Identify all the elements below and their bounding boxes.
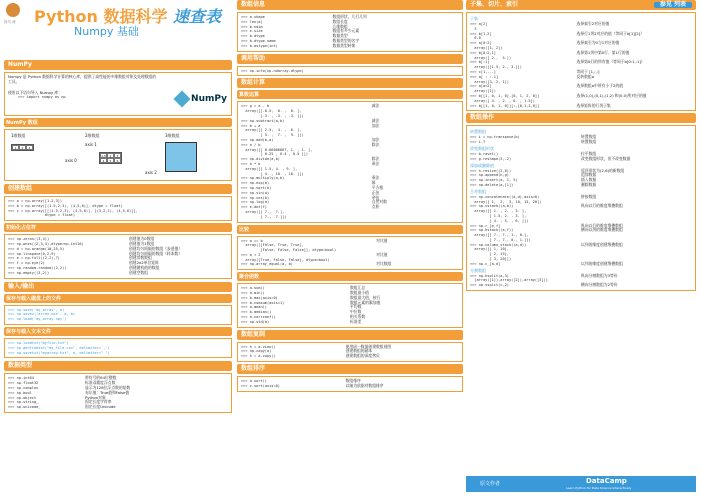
code-description: 追加数据: [581, 172, 597, 178]
code-snippet: >>> np.r_[e,f]: [470, 223, 501, 228]
code-description: 返回形状为(2,6)的新数组: [581, 167, 625, 173]
list-item: [470, 204, 692, 223]
code-snippet: >>> b[0:2,1] array([ 2., 5.]): [470, 50, 512, 60]
code-snippet: >>> np.vstack((a,b)) array([[ 1. , 2. , 3. ], [ 1.5, 2. , 3. ], [ 4. , 5. , 6. ]]): [470, 204, 529, 223]
code-description: 对比值: [376, 237, 388, 243]
index-header: [466, 0, 696, 10]
list-item: [241, 143, 459, 157]
array-1d: 1 2 3: [11, 144, 34, 151]
list-item: [8, 405, 228, 410]
code-snippet: >>> a[a<2] array([1]): [470, 84, 496, 94]
code-snippet: >>> np.complex: [8, 385, 39, 390]
code-description: 减法: [371, 103, 380, 109]
copy-header: 数组复制: [237, 330, 463, 340]
code-snippet: >>> a.shape: [241, 15, 265, 19]
code-description: 创建数组的副本: [345, 348, 373, 354]
code-description: 创建随机值的数组: [129, 264, 160, 270]
code-description: 选择行1列2对应的值（等同于b[1][2]）: [576, 30, 644, 36]
code-snippet: >>> g.reshape(3,-2): [470, 156, 512, 161]
init-header: 初始化占位符: [4, 223, 232, 232]
code-snippet: >>> e = np.full((2,2),7): [8, 256, 60, 261]
code-description: 创建均匀间隔的数组（步进值）: [129, 245, 183, 251]
code-description: 数组形状，几行几列: [332, 14, 367, 19]
code-snippet: >>> np.sqrt(b): [241, 185, 272, 190]
code-snippet: >>> np.divide(a,b): [241, 157, 280, 162]
code-snippet: >>> np.insert(a, 1, 5): [470, 178, 518, 183]
code-snippet: >>> b[[1, 0, 1, 0]][:,[0,1,2,0]]: [470, 103, 540, 108]
shape-label: 改变数组形状: [470, 145, 494, 151]
see-list-link[interactable]: 参见 列表: [654, 2, 692, 8]
code-description: 拉平数组: [581, 150, 597, 156]
column-middle: [237, 0, 463, 394]
subset-label: 子集: [470, 16, 478, 21]
code-snippet: >>> np.delete(a,[1]): [470, 182, 514, 187]
code-description: 删除数据: [581, 181, 597, 187]
io-disk-header: 保存与载入磁盘上的文件: [4, 294, 232, 303]
code-description: 标准差: [350, 318, 362, 324]
code-description: 数据类型的名字: [332, 37, 360, 43]
arrays-diagram: [4, 129, 232, 181]
code-snippet: >>> b[[1, 0, 1, 0],[0, 1, 2, 0]] array([ 4. , 2. , 6. , 1.5]): [470, 93, 540, 103]
code-snippet: >>> b + a array([[ 2.5, 4. , 6. ], [ 5. , 7. , 9. ]]): [241, 123, 304, 138]
code-snippet: >>> np.exp(b): [241, 181, 270, 186]
list-item: [470, 283, 692, 288]
code-description: 几维数组: [332, 23, 348, 29]
create-header: 创建数组: [4, 184, 232, 194]
help-code: >>> np.info(np.ndarray.dtype): [237, 66, 463, 77]
code-snippet: >>> np.copy(a): [241, 349, 272, 354]
list-item: [470, 140, 692, 145]
code-snippet: >>> np.linspace(0,2,9): [8, 251, 56, 256]
code-snippet: >>> a < 2 array([True, False, False], dtype=bool): [241, 252, 330, 262]
code-snippet: >>> a[2] 3: [470, 22, 488, 31]
io-text-header: 保存与载入文本文件: [4, 327, 232, 336]
code-description: 拼接数组: [581, 193, 597, 199]
code-snippet: >>> len(a): [241, 19, 263, 24]
code-description: 使用同一数据创建数组视图: [345, 343, 392, 349]
avatar: [6, 3, 20, 17]
page-title-highlight: 速查表: [173, 7, 222, 26]
code-description: 插入数据: [581, 177, 597, 183]
list-item: [241, 162, 459, 176]
array-3d: [165, 142, 197, 172]
code-description: 除法: [371, 141, 380, 147]
create-code: >>> a = np.array([1,2,3]) >>> b = np.array([(1.5,2,3), (4,5,6)], dtype = float) >>> c = np.array([[(1.5,2,3), (4,5,6)], [(3,2,1), (4,5,6)]], dtype = float): [4, 196, 232, 221]
list-item: [470, 262, 692, 267]
code-snippet: >>> np.vsplit(c,2): [470, 283, 509, 288]
code-description: 布尔值：True值和False值: [85, 389, 130, 395]
code-description: 创建值为0数组: [129, 236, 155, 242]
code-snippet: >>> a == b array([[False, True, True], [False, False, False]], dtype=bool): [241, 238, 337, 253]
list-item: [241, 239, 459, 253]
code-description: 固定长度字符串: [85, 399, 112, 405]
code-description: 以列的维度创建堆叠数组: [581, 241, 623, 247]
code-description: 等同于 [1,:,:]: [576, 68, 600, 74]
code-description: 对比值: [376, 251, 388, 257]
dim-3-label: 3维数组: [165, 133, 180, 138]
code-description: 对比数组: [376, 261, 392, 267]
code-description: 自然对数: [371, 199, 387, 205]
page-title: Python 数据科学: [34, 7, 168, 26]
datacamp-tagline: Learn Python for Data Science Interactively: [566, 486, 632, 490]
add-label: 添加或删除值: [470, 162, 494, 168]
list-item: [241, 384, 459, 389]
code-description: 创建均匀间隔的数组（样本数）: [129, 250, 183, 256]
code-snippet: >>> a / b array([[ 0.66666667, 1. , 1. ], [ 0.25 , 0.4 , 0.5 ]]): [241, 142, 313, 157]
code-description: 创建空数组: [129, 269, 148, 275]
math-header: 数组计算: [237, 78, 463, 88]
numpy-logo: [176, 93, 227, 105]
io-header: 输入/输出: [4, 282, 232, 292]
index-title: 子集、切片、索引: [470, 1, 519, 8]
list-item: [8, 271, 228, 276]
concat-label: 合并数组: [470, 188, 486, 194]
split-label: 分割数组: [470, 267, 486, 273]
list-item: [241, 205, 459, 219]
code-description: 选择第1列中第0行、第1行的值: [576, 49, 630, 55]
code-snippet: >>> np.c_[a,d]: [470, 261, 501, 266]
numpy-logo-icon: [174, 91, 191, 108]
footer-credit: 原文作者: [480, 481, 501, 487]
code-description: 点积: [371, 204, 380, 210]
code-snippet: >>> e.dot(f) array([[ 7., 7.], [ 7., 7.]]): [241, 205, 287, 219]
code-snippet: >>> np.unicode_: [8, 405, 41, 410]
dtypes-header: 数据类型: [4, 361, 232, 371]
list-item: [241, 262, 459, 267]
transpose-label: 转置数组: [470, 129, 486, 135]
dim-1-label: 1维数组: [11, 133, 26, 138]
import-hint: 使用以下语句导入 Numpy 库：: [8, 89, 62, 95]
list-item: [241, 253, 459, 263]
code-description: 乘法: [371, 160, 380, 166]
code-description: 平均数: [350, 304, 362, 310]
code-snippet: >>> np.append(h,g): [470, 173, 509, 178]
code-description: 转置数组: [581, 134, 597, 140]
code-description: 相关系数: [350, 314, 366, 320]
code-description: 数组汇总: [350, 285, 366, 291]
cmp-box: [237, 236, 463, 271]
code-snippet: >>> a * b array([[ 1.5, 4. , 9. ], [ 4. , 10. , 18. ]]): [241, 161, 304, 176]
io-disk-code: >>> np.save('my_array', a) >>> np.savez('array.npz', a, b) >>> np.load('my_array.npy'): [4, 305, 232, 325]
author-name: 探马 涛: [4, 20, 16, 24]
io-text-code: >>> np.loadtxt("myfile.txt") >>> np.genfromtxt("my_file.csv", delimiter=',') >>> np.savetxt("myarray.txt", a, delimiter=" "): [4, 338, 232, 358]
code-snippet: >>> np.bool: [8, 390, 32, 395]
arith-box: [237, 101, 463, 222]
code-description: 反转数组a: [576, 73, 595, 79]
code-snippet: >>> np.add(b,a): [241, 137, 274, 142]
code-snippet: >>> a[0:2] array([1, 2]): [470, 41, 503, 50]
datacamp-logo[interactable]: DataCamp: [586, 477, 627, 485]
code-snippet: >>> np.array_equal(a, b): [241, 262, 293, 267]
code-snippet: >>> h.resize((2,6)): [470, 168, 512, 173]
code-snippet: >>> np.subtract(a,b): [241, 118, 285, 123]
code-snippet: >>> np.sin(a): [241, 190, 270, 195]
cmp-header: 比较: [237, 225, 463, 234]
code-description: 选择索引2对应的值: [576, 21, 610, 26]
code-snippet: >>> np.hstack((e,f)) array([[ 7., 7., 1., 0.], [ 7., 7., 0., 1.]]): [470, 228, 531, 242]
list-item: [470, 243, 692, 262]
code-snippet: >>> a.mean(): [241, 305, 267, 310]
code-description: 固定长度Unicode: [85, 404, 116, 410]
code-description: 加法: [371, 122, 380, 128]
list-item: [470, 104, 692, 109]
code-description: 乘法: [371, 175, 380, 181]
axis-2-label: axis 2: [145, 170, 157, 175]
code-description: 选择第0行的所有值（等同于b[0:1,:1]）: [576, 59, 645, 65]
code-snippet: >>> e.size: [241, 29, 263, 34]
code-snippet: >>> f = np.eye(2): [8, 261, 45, 266]
code-description: 标准双精度浮点数: [85, 380, 116, 386]
code-snippet: >>> b[1,2] 6.0: [470, 31, 492, 41]
code-snippet: >>> c.sort(axis=0): [241, 383, 280, 388]
footer: [466, 476, 696, 492]
list-item: [241, 104, 459, 118]
column-left: [4, 0, 232, 415]
code-description: 纵向分割数组为3等份: [581, 272, 618, 278]
manip-header: 数组操作: [466, 113, 696, 123]
code-description: 纵向以行的维度堆叠数组: [581, 203, 623, 209]
code-snippet: >>> a.min(): [241, 291, 265, 296]
code-snippet: >>> np.zeros((3,4)): [8, 237, 50, 242]
code-snippet: >>> np.std(b): [241, 319, 270, 324]
code-snippet: >>> np.column_stack((a,d)) array([[ 1, 10], [ 2, 15], [ 3, 20]]): [470, 242, 527, 262]
code-snippet: >>> np.ones((2,3,4),dtype=np.int16): [8, 241, 84, 246]
code-snippet: >>> np.concatenate((a,d),axis=0) array([ 1, 2, 3, 10, 15, 20]): [470, 194, 542, 204]
code-description: 数组排序: [345, 378, 361, 384]
numpy-header: NumPy: [4, 60, 232, 70]
code-description: 数组元素的累加值: [350, 299, 381, 305]
code-description: 幂: [371, 180, 376, 186]
code-description: 横向以列的维度堆叠数组: [581, 227, 623, 233]
code-description: 改变数组形状，但不改变数据: [581, 155, 631, 161]
code-description: 以轴为依据对数组排序: [345, 382, 384, 388]
code-snippet: >>> b.cumsum(axis=1): [241, 300, 285, 305]
manip-box: [466, 125, 696, 291]
code-snippet: >>> np.string_: [8, 400, 39, 405]
code-snippet: >>> a[ : :-1] array([3, 2, 1]): [470, 74, 509, 84]
code-description: 带符号的64位整数: [85, 375, 117, 381]
list-item: [241, 354, 459, 359]
list-item: [470, 183, 692, 188]
code-snippet: >>> b.dtype: [241, 34, 265, 39]
code-description: 创建数组的深度拷贝: [345, 353, 380, 359]
code-snippet: >>> np.multiply(a,b): [241, 176, 285, 181]
code-snippet: >>> np.random.random((2,2)): [8, 265, 67, 270]
code-description: 减法: [371, 117, 380, 123]
code-description: 横向分割数组为2等份: [581, 282, 618, 288]
copy-box: [237, 342, 463, 362]
code-snippet: >>> h = a.copy(): [241, 354, 276, 359]
help-header: 调用帮助: [237, 54, 463, 64]
arith-header: 算数运算: [237, 90, 463, 99]
code-snippet: >>> b.astype(int): [241, 43, 278, 48]
sort-box: [237, 376, 463, 392]
code-description: 数组有多少元素: [332, 28, 360, 34]
code-description: 选择数组a中所有小于2的值: [576, 83, 624, 89]
code-description: 选择(1,0),(0,1),(1,2) 和(0,0)所对应的值: [576, 92, 647, 98]
code-snippet: >>> i = np.transpose(b): [470, 135, 520, 140]
numpy-logo-text: NumPy: [191, 94, 227, 104]
code-description: 选择矩阵的行列子集: [576, 102, 611, 108]
code-snippet: >>> a.corrcoef(): [241, 315, 276, 320]
code-description: 数组长度: [332, 18, 348, 24]
code-snippet: >>> np.empty((3,2)): [8, 270, 50, 275]
code-snippet: >>> b[:1] array([[1.5, 2., 3.]]): [470, 60, 522, 70]
axis-1-label: axis 1: [85, 142, 97, 147]
dtypes-box: [4, 373, 232, 413]
column-right: [466, 0, 696, 293]
code-snippet: >>> i.T: [470, 140, 486, 145]
code-description: 以列的维度创建堆叠数组: [581, 260, 623, 266]
list-item: [241, 44, 459, 49]
code-description: 数据类型转换: [332, 42, 356, 48]
code-snippet: >>> b.ndim: [241, 24, 263, 29]
code-description: 数组最大值，按行: [350, 294, 381, 300]
code-snippet: >>> b.max(axis=0): [241, 295, 278, 300]
code-description: 创建值为1数组: [129, 240, 155, 246]
code-description: 数据类型: [332, 33, 348, 39]
list-item: [241, 124, 459, 138]
code-description: 除法: [371, 156, 380, 162]
code-snippet: >>> a.sort(): [241, 379, 267, 384]
axis-0-label: axis 0: [65, 158, 77, 163]
index-box: [466, 12, 696, 111]
list-item: [470, 228, 692, 242]
info-header: 数组信息: [237, 0, 463, 10]
code-snippet: >>> b.median(): [241, 310, 272, 315]
code-snippet: >>> h = a.view(): [241, 344, 276, 349]
code-description: Python对象: [85, 394, 106, 400]
list-item: [470, 157, 692, 162]
code-description: 纵向以行的维度堆叠数组: [581, 222, 623, 228]
code-snippet: >>> d = np.arange(10,25,5): [8, 246, 65, 251]
info-box: [237, 12, 463, 52]
code-description: 余弦: [371, 194, 380, 200]
agg-header: 聚合函数: [237, 272, 463, 281]
code-snippet: >>> b.ravel(): [470, 151, 499, 156]
code-description: 创建2x2单位矩阵: [129, 260, 159, 266]
code-snippet: >>> np.log(a): [241, 200, 270, 205]
code-snippet: >>> b.dtype.name: [241, 38, 276, 43]
page-subtitle: Numpy 基础: [74, 25, 139, 38]
code-snippet: >>> g = a - b array([[-0.5, 0. , 0. ], [-3. , -3. , -3. ]]): [241, 104, 304, 118]
import-code: >>> import numpy as np: [18, 95, 66, 100]
code-snippet: >>> a.sum(): [241, 286, 265, 291]
numpy-intro-box: [4, 72, 232, 116]
code-snippet: >>> np.int64: [8, 376, 34, 381]
code-description: 数组最小值: [350, 290, 369, 296]
code-snippet: >>> np.hsplit(a,3) [array([1]),array([2]),array([3])]: [470, 273, 548, 283]
code-description: 显示为128位浮点数的复数: [85, 384, 131, 390]
array-2d: 1.5 2 3 4 5 6: [99, 152, 122, 164]
dim-2-label: 2维数组: [85, 133, 100, 138]
code-snippet: >>> c[1,...]: [470, 69, 496, 74]
code-snippet: >>> np.object: [8, 395, 37, 400]
code-description: 创建常数数组: [129, 255, 152, 261]
arrays-header: NumPy 数组: [4, 118, 232, 127]
code-description: 平方根: [371, 184, 384, 190]
title-block: [4, 0, 232, 60]
code-description: 中位数: [350, 309, 362, 315]
sort-header: 数组排序: [237, 364, 463, 374]
init-box: [4, 234, 232, 278]
numpy-intro: Numpy 是 Python 数据科学计算的核心库，提供了高性能的多维数组对象及处理数组的工具。: [8, 74, 157, 84]
agg-box: [237, 283, 463, 327]
code-description: 转置数组: [581, 139, 597, 145]
list-item: [241, 320, 459, 325]
code-description: 选择索引为0与1对应的值: [576, 40, 620, 46]
code-snippet: >>> np.cos(b): [241, 195, 270, 200]
code-snippet: >>> np.float32: [8, 381, 39, 386]
code-description: 加法: [371, 136, 380, 142]
code-description: 正弦: [371, 189, 380, 195]
